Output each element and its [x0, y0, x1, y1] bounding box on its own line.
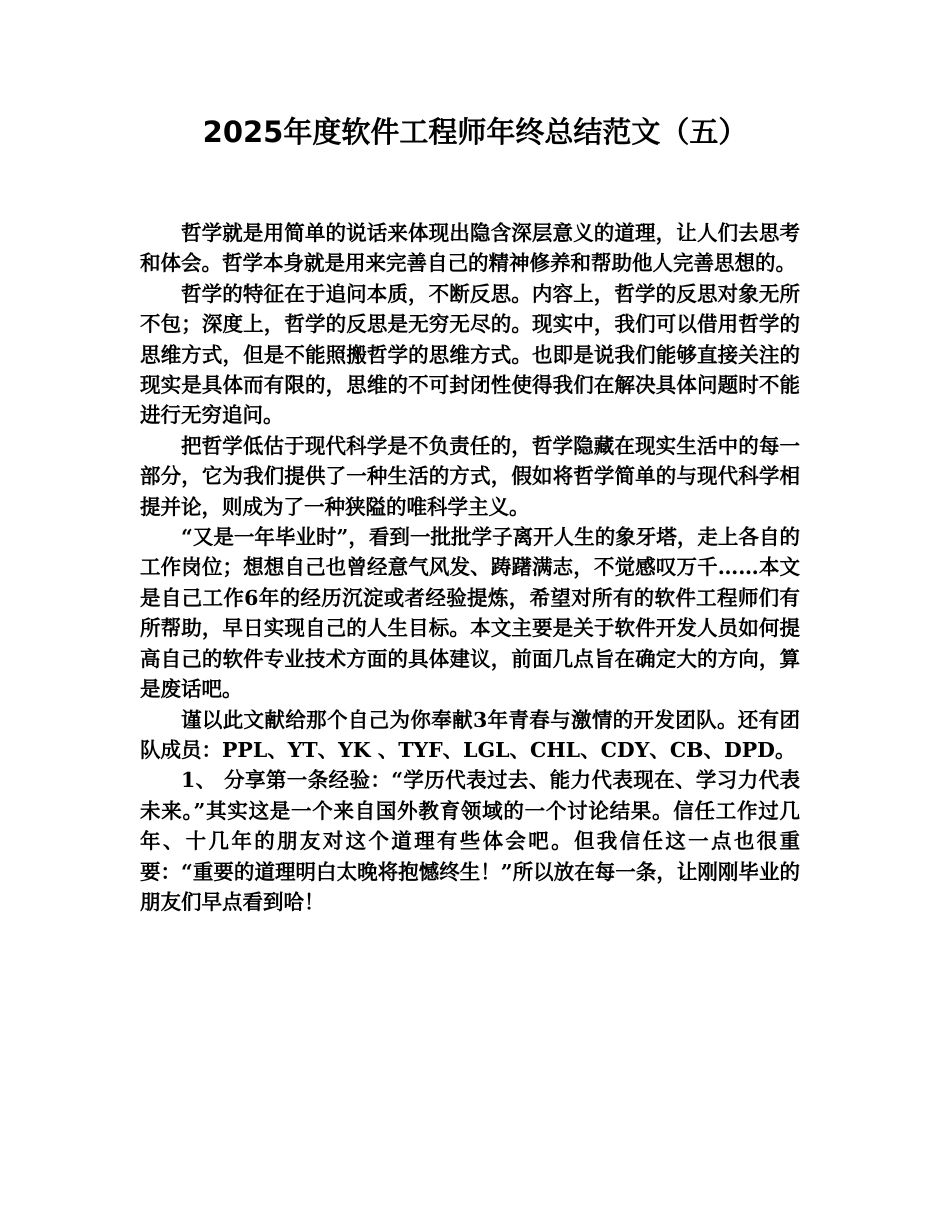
- document-body: [140, 218, 800, 917]
- paragraph: 1、 分享第一条经验：“学历代表过去、能力代表现在、学习力代表未来。”其实这是一个来自国外教育领域的一个讨论结果。信任工作过几年、十几年的朋友对这个道理有些体会吧。但我信任这一点也很重要：“重要的道理明白太晚将抱憾终生！”所以放在每一条，让刚刚毕业的朋友们早点看到哈！: [140, 768, 800, 914]
- paragraph: 谨以此文献给那个自己为你奉献3年青春与激情的开发团队。还有团队成员：PPL、YT、YK 、TYF、LGL、CHL、CDY、CB、DPD。: [140, 707, 800, 762]
- paragraph: “又是一年毕业时”，看到一批批学子离开人生的象牙塔，走上各自的工作岗位；想想自己也曾经意气风发、踌躇满志，不觉感叹万千……本文是自己工作6年的经历沉淀或者经验提炼，希望对所有的软件工程师们有所帮助，早日实现自己的人生目标。本文主要是关于软件开发人员如何提高自己的软件专业技术方面的具体建议，前面几点旨在确定大的方向，算是废话吧。: [140, 525, 800, 702]
- document-title: 2025年度软件工程师年终总结范文（五）: [202, 115, 748, 149]
- paragraph: 把哲学低估于现代科学是不负责任的，哲学隐藏在现实生活中的每一部分，它为我们提供了一种生活的方式，假如将哲学简单的与现代科学相提并论，则成为了一种狭隘的唯科学主义。: [140, 433, 800, 519]
- paragraph: 哲学就是用简单的说话来体现出隐含深层意义的道理，让人们去思考和体会。哲学本身就是用来完善自己的精神修养和帮助他人完善思想的。: [140, 221, 800, 276]
- paragraph: 哲学的特征在于追问本质，不断反思。内容上，哲学的反思对象无所不包；深度上，哲学的反思是无穷无尽的。现实中，我们可以借用哲学的思维方式，但是不能照搬哲学的思维方式。也即是说我们能够直接关注的现实是具体而有限的，思维的不可封闭性使得我们在解决具体问题时不能进行无穷追问。: [140, 281, 800, 428]
